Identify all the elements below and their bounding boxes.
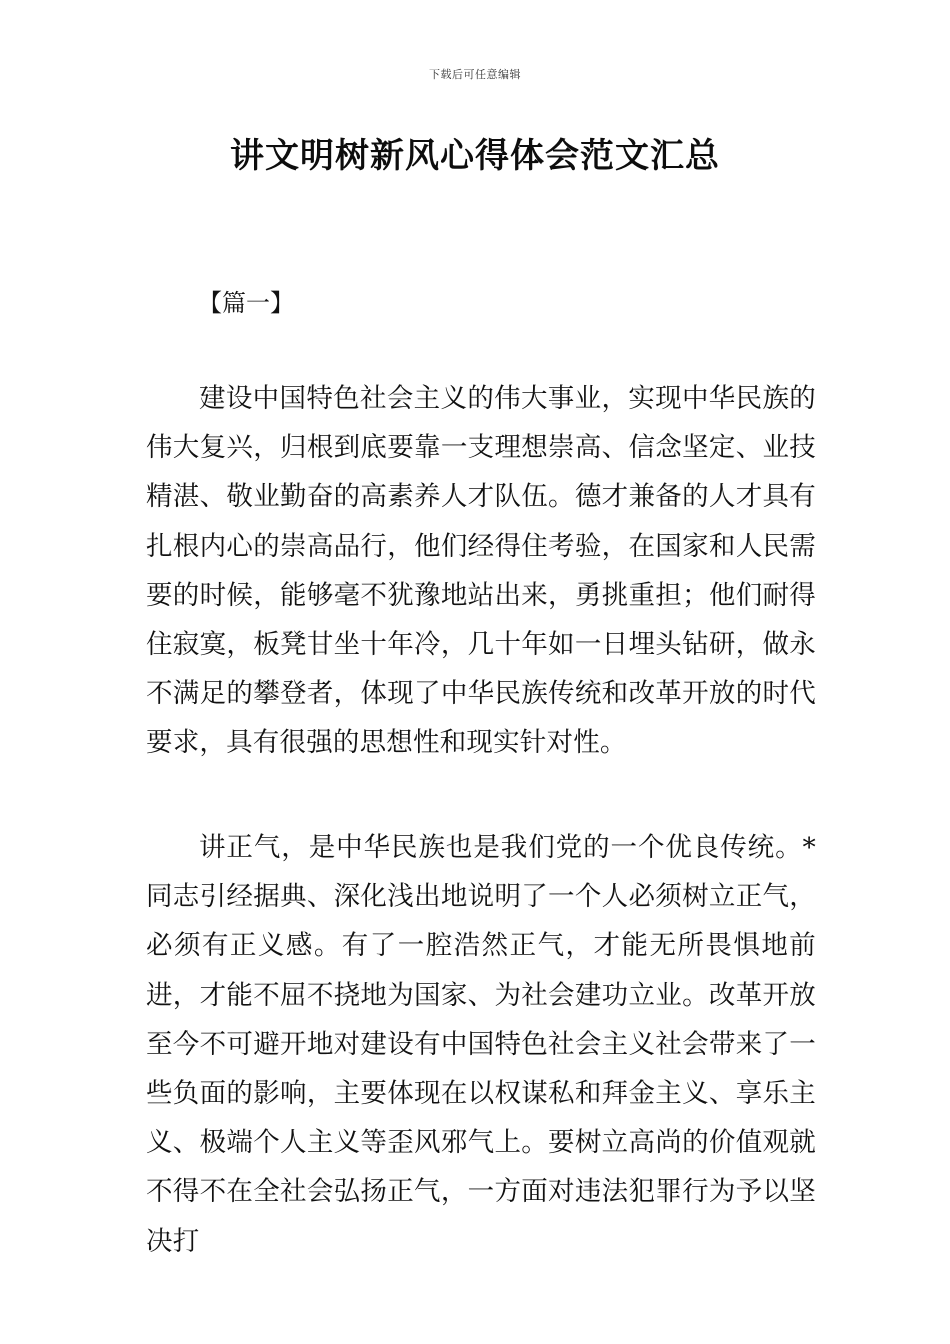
document-title: 讲文明树新风心得体会范文汇总 — [230, 136, 720, 176]
body-paragraph-2: 讲正气，是中华民族也是我们党的一个优良传统。*同志引经据典、深化浅出地说明了一个人必须树立正气，必须有正义感。有了一腔浩然正气，才能无所畏惧地前进，才能不屈不挠地为国家、为社会建功立业。改革开放至今不可避开地对建设有中国特色社会主义社会带来了一些负面的影响，主要体现在以权谋私和拜金主义、享乐主义、极端个人主义等歪风邪气上。要树立高尚的价值观就不得不在全社会弘扬正气，一方面对违法犯罪行为予以坚决打 — [146, 832, 816, 1257]
section-heading: 【篇一】 — [198, 289, 294, 317]
header-note: 下载后可任意编辑 — [429, 68, 521, 81]
body-paragraph-1: 建设中国特色社会主义的伟大事业，实现中华民族的伟大复兴，归根到底要靠一支理想崇高、信念坚定、业技精湛、敬业勤奋的高素养人才队伍。德才兼备的人才具有扎根内心的崇高品行，他们经得住考验，在国家和人民需要的时候，能够毫不犹豫地站出来，勇挑重担；他们耐得住寂寞，板凳甘坐十年冷，几十年如一日埋头钻研，做永不满足的攀登者，体现了中华民族传统和改革开放的时代要求，具有很强的思想性和现实针对性。 — [146, 383, 816, 759]
